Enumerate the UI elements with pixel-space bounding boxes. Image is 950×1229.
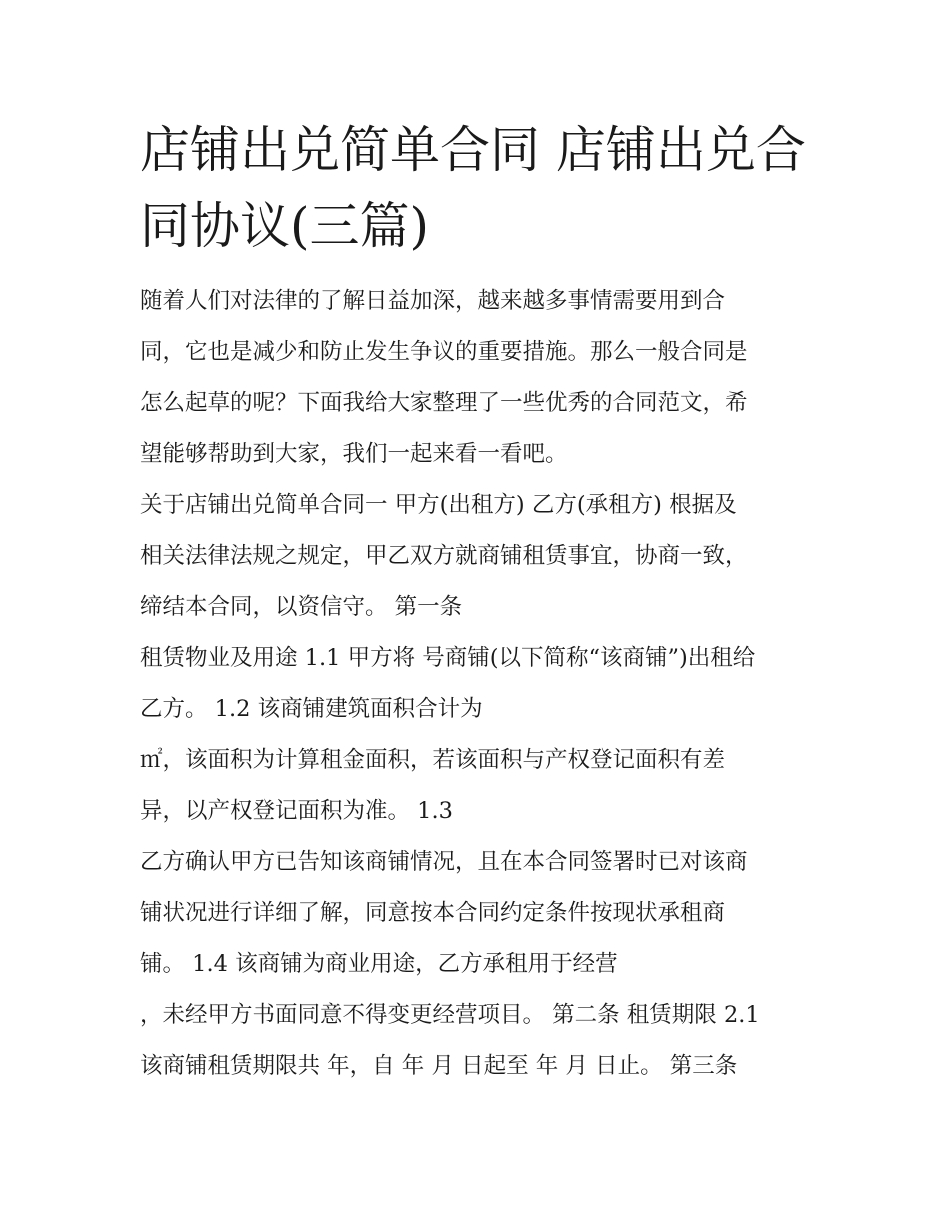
title-line-1: 店铺出兑简单合同 店铺出兑合	[140, 121, 806, 179]
contract-line-7: 异，以产权登记面积为准。 1.3	[140, 798, 453, 824]
contract-line-6: ㎡，该面积为计算租金面积，若该面积与产权登记面积有差	[140, 747, 726, 773]
contract-line-5: 乙方。 1.2 该商铺建筑面积合计为	[140, 696, 483, 722]
intro-line-3: 怎么起草的呢？下面我给大家整理了一些优秀的合同范文，希	[140, 390, 748, 416]
contract-line-1: 关于店铺出兑简单合同一 甲方(出租方) 乙方(承租方) 根据及	[140, 492, 737, 518]
title-line-2: 同协议(三篇)	[140, 197, 430, 255]
contract-line-12: 该商铺租赁期限共 年，自 年 月 日起至 年 月 日止。 第三条	[140, 1053, 738, 1079]
document-title	[140, 112, 830, 264]
intro-line-1: 随着人们对法律的了解日益加深，越来越多事情需要用到合	[140, 288, 726, 314]
contract-line-3: 缔结本合同，以资信守。 第一条	[140, 594, 463, 620]
contract-line-4: 租赁物业及用途 1.1 甲方将 号商铺(以下简称“该商铺”)出租给	[140, 645, 756, 671]
contract-line-2: 相关法律法规之规定，甲乙双方就商铺租赁事宜，协商一致，	[140, 543, 748, 569]
contract-line-10: 铺。 1.4 该商铺为商业用途，乙方承租用于经营	[140, 951, 618, 977]
document-body	[140, 276, 830, 1092]
contract-line-11: ，未经甲方书面同意不得变更经营项目。 第二条 租赁期限 2.1	[140, 1002, 760, 1028]
contract-line-8: 乙方确认甲方已告知该商铺情况，且在本合同签署时已对该商	[140, 849, 748, 875]
contract-line-9: 铺状况进行详细了解，同意按本合同约定条件按现状承租商	[140, 900, 726, 926]
intro-line-4: 望能够帮助到大家，我们一起来看一看吧。	[140, 441, 568, 467]
intro-line-2: 同，它也是减少和防止发生争议的重要措施。那么一般合同是	[140, 339, 748, 365]
